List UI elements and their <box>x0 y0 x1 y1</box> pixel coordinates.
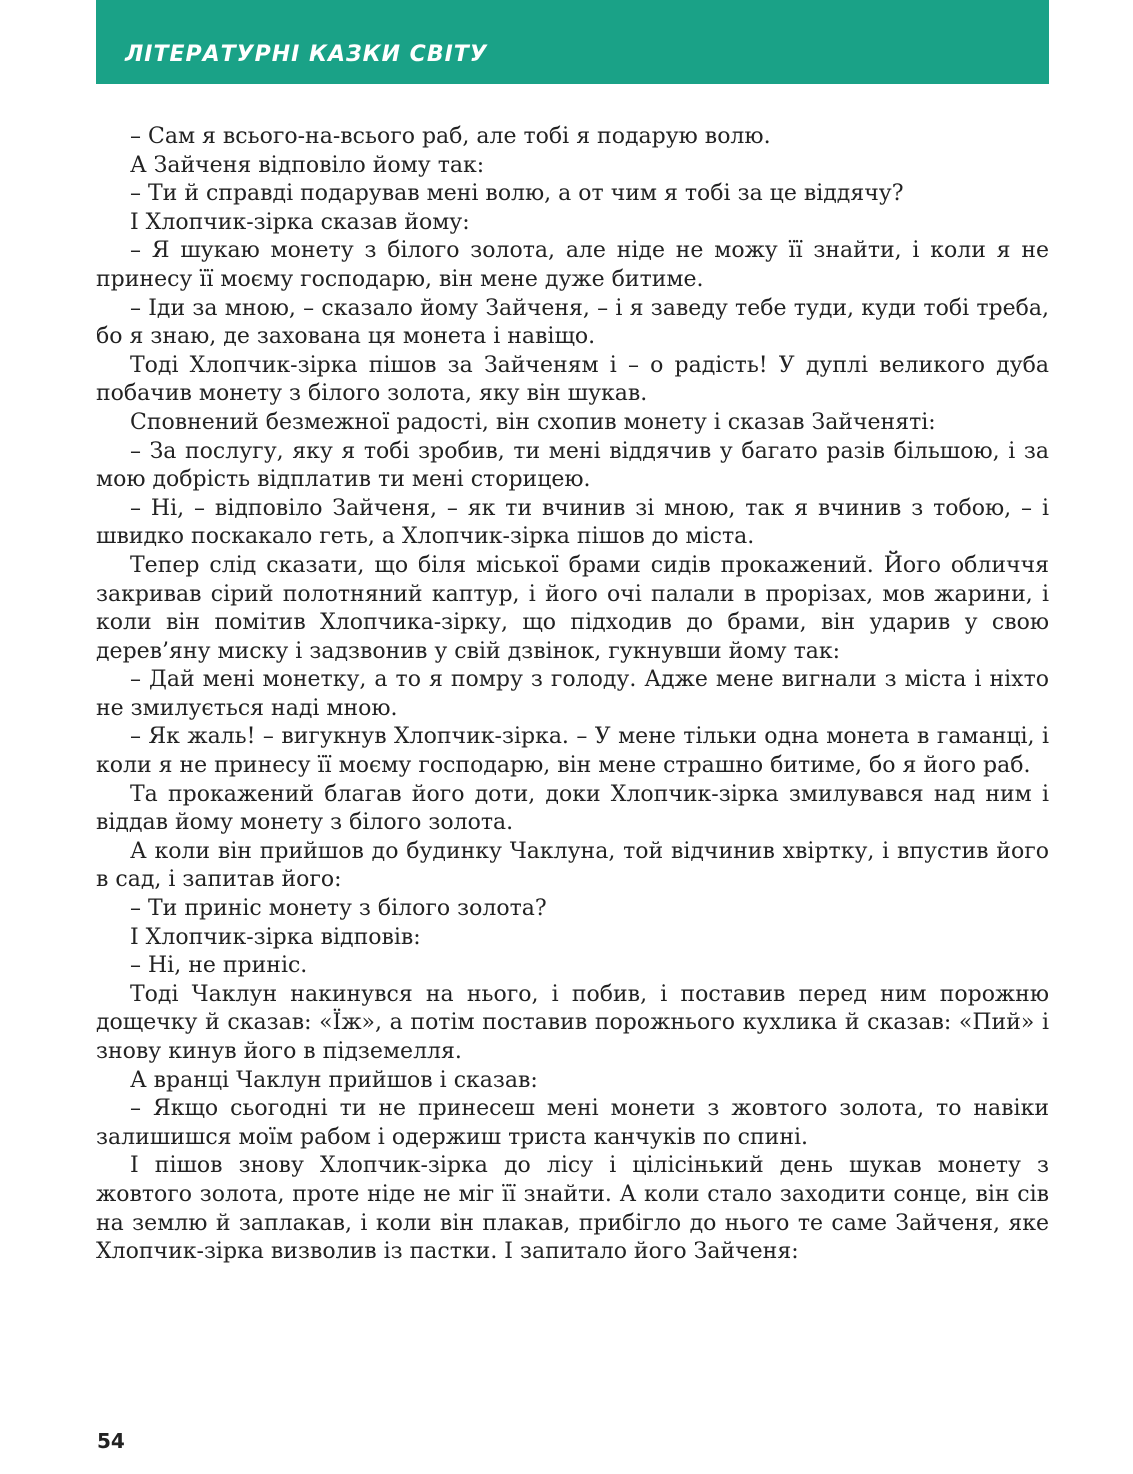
paragraph: – Ти й справді подарував мені волю, а от чим я тобі за це віддячу? <box>130 181 904 207</box>
page-number: 54 <box>97 1429 125 1453</box>
paragraph: – Як жаль! – вигукнув Хлопчик-зірка. – У мене тільки одна монета в гаманці, і коли я не принесу її моєму господарю, він мене страшно битиме, бо я його раб. <box>96 724 1049 779</box>
paragraph: – Ні, не приніс. <box>130 953 308 979</box>
paragraph: – Іди за мною, – сказало йому Зайченя, – і я заведу тебе туди, куди тобі треба, бо я знаю, де захована ця монета і навіщо. <box>96 295 1049 350</box>
section-header-band <box>96 0 1049 84</box>
paragraph: Тоді Хлопчик-зірка пішов за Зайченям і – о радість! У дуплі великого дуба побачив монету з білого золота, яку він шукав. <box>96 352 1049 407</box>
paragraph: І пішов знову Хлопчик-зірка до лісу і цілісінький день шукав монету з жовтого золота, проте ніде не міг її знайти. А коли стало заходити сонце, він сів на землю й заплакав, і коли він плакав, прибігло до нього те саме Зайченя, яке Хлопчик-зірка визволив із пастки. І запитало його Зайченя: <box>96 1153 1049 1265</box>
paragraph: Сповнений безмежної радості, він схопив монету і сказав Зайченяті: <box>130 409 936 435</box>
paragraph: – Дай мені монетку, а то я помру з голоду. Адже мене вигнали з міста і ніхто не змилується наді мною. <box>96 667 1049 721</box>
paragraph: – Ти приніс монету з білого золота? <box>130 896 547 922</box>
paragraph: – Ні, – відповіло Зайченя, – як ти вчинив зі мною, так я вчинив з тобою, – і швидко поскакало геть, а Хлопчик-зірка пішов до міста. <box>96 495 1049 550</box>
paragraph: А вранці Чаклун прийшов і сказав: <box>130 1067 538 1093</box>
paragraph: І Хлопчик-зірка відповів: <box>130 924 421 950</box>
paragraph: – Якщо сьогодні ти не принесеш мені монети з жовтого золота, то навіки залишишся моїм рабом і одержиш триста канчуків по спині. <box>96 1096 1049 1150</box>
paragraph: – Я шукаю монету з білого золота, але ніде не можу її знайти, і коли я не принесу її моєму господарю, він мене дуже битиме. <box>96 238 1049 292</box>
paragraph: Та прокажений благав його доти, доки Хлопчик-зірка змилувався над ним і віддав йому монету з білого золота. <box>96 781 1049 836</box>
paragraph: Тепер слід сказати, що біля міської брами сидів прокажений. Його обличчя закривав сірий полотняний каптур, і його очі палали в прорізах, мов жарини, і коли він помітив Хлопчика-зірку, що підходив до брами, він ударив у свою дерев’яну миску і задзвонив у свій дзвінок, гукнувши йому так: <box>96 552 1049 664</box>
story-text <box>96 123 1049 1267</box>
paragraph: – За послугу, яку я тобі зробив, ти мені віддячив у багато разів більшою, і за мою добрість відплатив ти мені сторицею. <box>96 438 1049 493</box>
paragraph: – Сам я всього-на-всього раб, але тобі я подарую волю. <box>130 124 771 149</box>
section-title: ЛІТЕРАТУРНІ КАЗКИ СВІТУ <box>125 42 488 67</box>
paragraph: Тоді Чаклун накинувся на нього, і побив, і поставив перед ним порожню дощечку й сказав: «Їж», а потім поставив порожнього кухлика й сказав: «Пий» і знову кинув його в підземелля. <box>96 981 1049 1064</box>
paragraph: А Зайченя відповіло йому так: <box>130 152 485 178</box>
paragraph: І Хлопчик-зірка сказав йому: <box>130 209 470 235</box>
paragraph: А коли він прийшов до будинку Чаклуна, той відчинив хвіртку, і впустив його в сад, і запитав його: <box>96 838 1049 893</box>
